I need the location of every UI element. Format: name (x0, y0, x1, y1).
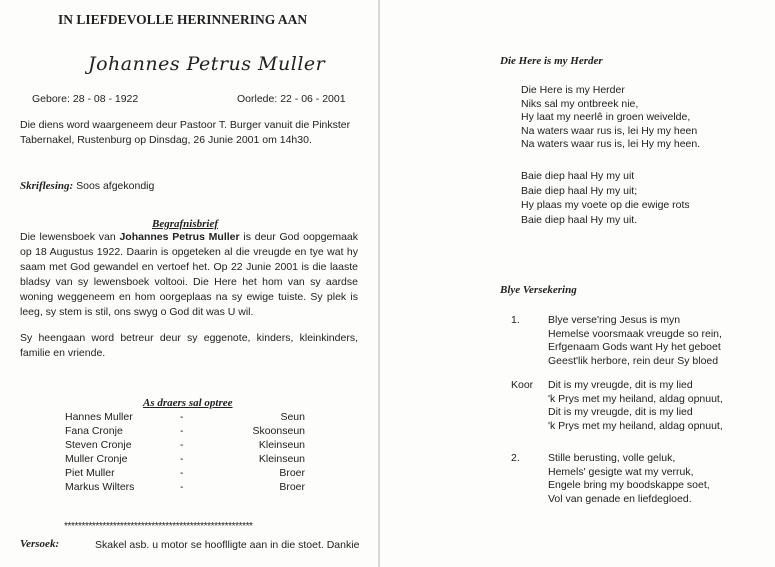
verse-line: Hemelse voorsmaak vreugde so rein, (548, 327, 722, 340)
bearers-title: As draers sal optree (143, 397, 233, 409)
bearer-row (65, 425, 305, 439)
verse-line: Hy plaas my voete op die ewige rots (521, 199, 690, 211)
star-divider: ****************************************************** (64, 521, 253, 532)
left-page (0, 0, 378, 567)
bearer-relation: Kleinseun (258, 439, 305, 451)
service-line-1: Die diens word waargeneem deur Pastoor T. Burger vanuit die Pinkster (20, 119, 351, 131)
verse-line: Dit is my vreugde, dit is my lied (548, 406, 693, 419)
letter-name: Johannes Petrus Muller (119, 231, 240, 243)
bearer-relation: Seun (280, 411, 305, 423)
verse-line: Baie diep haal Hy my uit. (521, 213, 638, 226)
song1-stanza-2 (521, 169, 690, 227)
verse-line: 'k Prys met my heiland, aldag opnuut, (548, 419, 723, 432)
bearer-name: Piet Muller (65, 467, 115, 479)
bearer-name: Fana Cronje (65, 425, 123, 437)
song1-title: Die Here is my Herder (500, 55, 603, 67)
bearer-dash: - (180, 481, 184, 493)
bearer-dash: - (180, 467, 184, 479)
letter-title: Begrafnisbrief (152, 218, 218, 230)
scripture-reading (20, 180, 154, 192)
bearer-name: Steven Cronje (65, 439, 132, 451)
verse-line: Dit is my vreugde, dit is my lied (548, 379, 693, 391)
request-line (20, 538, 59, 550)
death-date: Oorlede: 22 - 06 - 2001 (237, 93, 346, 105)
song2-verse-2 (548, 452, 710, 506)
verse-line: Na waters waar rus is, lei Hy my heen. (521, 138, 701, 151)
memorial-heading: IN LIEFDEVOLLE HERINNERING AAN (58, 12, 308, 27)
bearer-row (65, 467, 305, 481)
verse1-label: 1. (511, 314, 520, 326)
letter-part-1: Die lewensboek van (20, 231, 120, 243)
chorus-label: Koor (511, 379, 534, 391)
deceased-name: Johannes Petrus Muller (88, 53, 326, 75)
bearer-relation: Broer (279, 481, 305, 493)
verse-line: Stille berusting, volle geluk, (548, 452, 676, 464)
service-line-2: Tabernakel, Rustenburg op Dinsdag, 26 Junie 2001 om 14h30. (20, 134, 312, 146)
bearer-dash: - (180, 425, 184, 437)
request-text: Skakel asb. u motor se hooflligte aan in die stoet. Dankie (95, 539, 360, 551)
verse-line: Hy laat my neerlê in groen weivelde, (521, 111, 691, 124)
bearer-dash: - (180, 411, 184, 423)
bearer-name: Muller Cronje (65, 453, 128, 465)
funeral-letter (20, 230, 358, 320)
verse-line: Baie diep haal Hy my uit (521, 170, 635, 182)
verse-line: Niks sal my ontbreek nie, (521, 97, 639, 110)
verse-line: Baie diep haal Hy my uit; (521, 184, 638, 197)
verse-line: Blye verse'ring Jesus is myn (548, 314, 681, 326)
request-label: Versoek: (20, 538, 60, 550)
verse-line: Geest'lik herbore, rein deur Sy bloed (548, 354, 719, 367)
song2-title: Blye Versekering (500, 284, 577, 296)
scripture-label: Skriflesing: (20, 180, 74, 192)
bearer-name: Markus Wilters (65, 481, 135, 493)
bearer-row (65, 453, 305, 467)
bearer-row (65, 481, 305, 495)
bearer-relation: Broer (279, 467, 305, 479)
song1-stanza-1 (521, 84, 700, 152)
birth-date: Gebore: 28 - 08 - 1922 (32, 93, 139, 105)
verse-line: Erfgenaam Gods want Hy het geboet (548, 341, 721, 354)
bearer-row (65, 439, 305, 453)
right-page (380, 0, 775, 567)
song2-verse-1 (548, 314, 722, 368)
verse-line: Na waters waar rus is, lei Hy my heen (521, 124, 698, 137)
verse-line: Hemels' gesigte wat my verruk, (548, 465, 694, 478)
bearer-row (65, 411, 305, 425)
bearer-relation: Skoonseun (252, 425, 305, 437)
family-notice: Sy heengaan word betreur deur sy eggenote, kinders, kleinkinders, familie en vriende. (20, 332, 358, 359)
verse-line: Vol van genade en liefdegloed. (548, 492, 692, 505)
verse-line: Die Here is my Herder (521, 84, 625, 96)
song2-chorus (548, 379, 723, 433)
bearer-dash: - (180, 439, 184, 451)
bearer-relation: Kleinseun (258, 453, 305, 465)
bearer-dash: - (180, 453, 184, 465)
scripture-value: Soos afgekondig (76, 180, 155, 192)
verse-line: Engele bring my boodskappe soet, (548, 479, 710, 492)
verse-line: 'k Prys met my heiland, aldag opnuut, (548, 392, 723, 405)
bearer-name: Hannes Muller (65, 411, 133, 423)
verse2-label: 2. (511, 452, 520, 464)
letter-part-2: is deur God oopgemaak op 18 Augustus 1922. Daarin is opgeteken al die vreugde en tye wat hy saam met God gewandel en vertoef het. Op 22 Junie 2001 is die laaste bladsy van sy lewensboek voltooi. Die Here het hom van sy aardse woning weggeneem en hom oorgeplaas na sy ewige tuiste. Sy plek is leeg, sy stem is stil, ons swyg o God dit was U wil. (20, 231, 358, 318)
